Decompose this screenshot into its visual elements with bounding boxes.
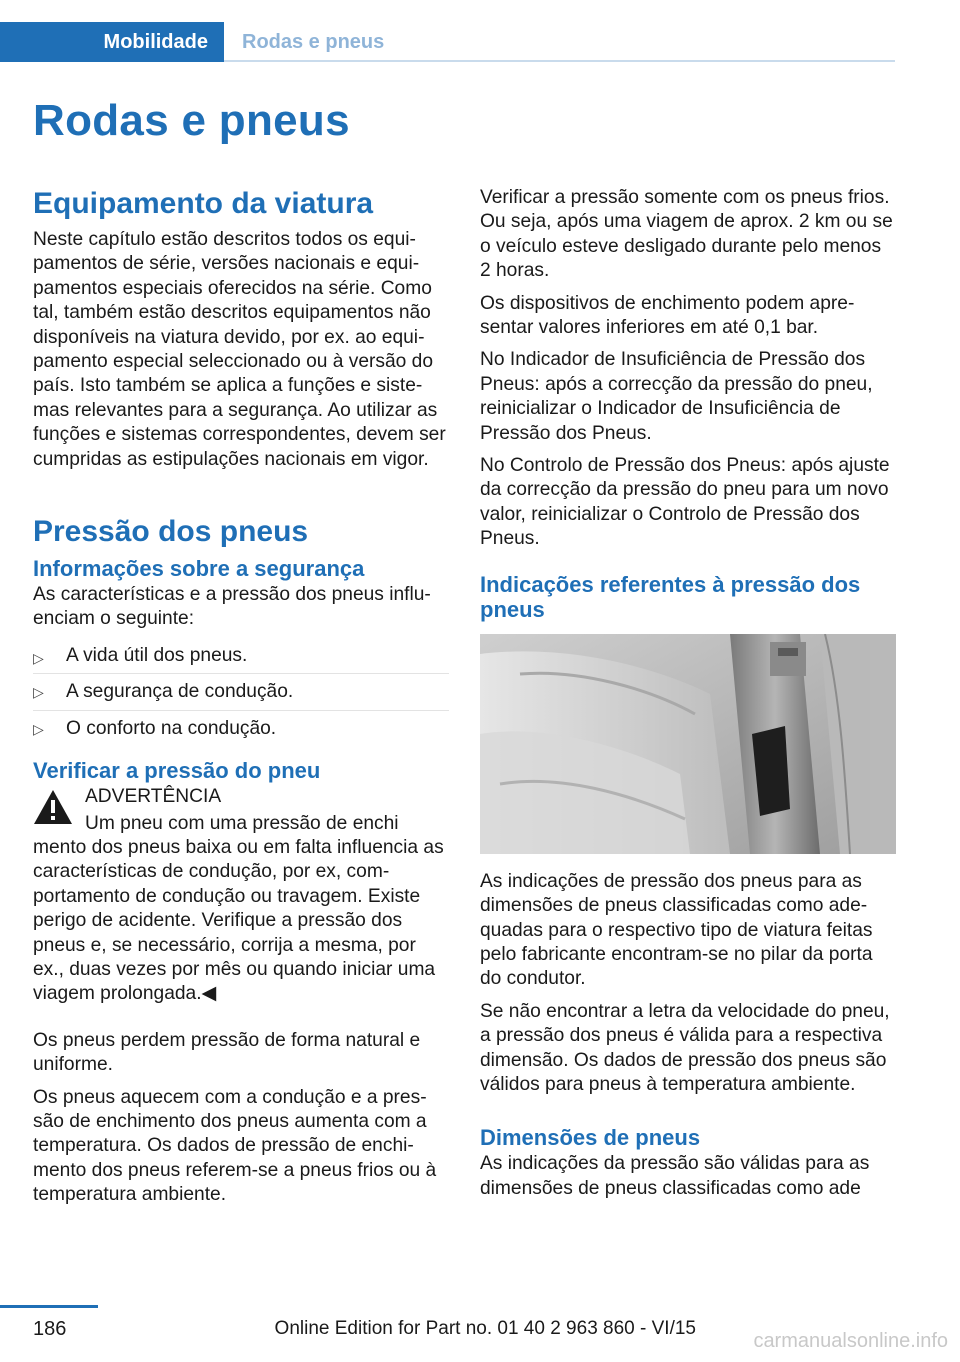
pressure-loss-text: Os pneus perdem pressão de forma natural e uniforme. — [33, 1029, 421, 1076]
warning-label: ADVERTÊNCIA — [85, 786, 222, 808]
right-column — [480, 186, 896, 1209]
header-divider — [224, 60, 895, 62]
dimensions-heading: Dimensões de pneus — [480, 1125, 701, 1151]
header-section-tab: Mobilidade — [0, 22, 224, 62]
list-item: ▷ O conforto na condução. — [33, 710, 449, 746]
triangle-right-icon: ▷ — [33, 684, 44, 701]
header-subsection-tab: Rodas e pneus — [242, 30, 385, 53]
page-header — [0, 0, 960, 62]
control-text: No Controlo de Pressão dos Pneus: após ajuste da correcção da pressão do pneu para um novo valor, reinicializar o Controlo de Pressão dos Pneus. — [480, 455, 890, 550]
footer-accent-line — [0, 1305, 98, 1308]
watermark: carmanualsonline.info — [753, 1330, 948, 1352]
pressure-heat-text: Os pneus aquecem com a condução e a pressão de enchimento dos pneus aumenta com a temperatura. Os dados de pressão de enchimento dos pneus referem-se a pneus frios ou à temperatura ambiente. — [33, 1086, 437, 1206]
door-pillar-photo — [480, 634, 896, 854]
cold-check-text: Verificar a pressão somente com os pneus frios. Ou seja, após uma viagem de aprox. 2 km ou se o veículo esteve desligado durante pelo menos 2 horas. — [480, 187, 893, 282]
pressure-heading: Pressão dos pneus — [33, 515, 309, 549]
indicator-text: No Indicador de Insuficiência de Pressão dos Pneus: após a correcção da pressão do pneu, reinicializar o Indicador de Insuficiência de Pressão dos Pneus. — [480, 349, 873, 444]
safety-heading: Informações sobre a segurança — [33, 556, 365, 582]
dimensions-text: As indicações da pressão são válidas para as dimensões de pneus classificadas como ade — [480, 1153, 870, 1199]
safety-list — [33, 640, 449, 746]
speed-letter-text: Se não encontrar a letra da velocidade do pneu, a pressão dos pneus é válida para a respectiva dimensão. Os dados de pressão dos pneus são válidos para pneus à temperatura ambiente. — [480, 1000, 890, 1095]
warning-block — [33, 785, 449, 1007]
triangle-right-icon: ▷ — [33, 649, 44, 666]
warning-first-line: Um pneu com uma pressão de enchi — [85, 812, 399, 834]
warning-triangle-icon — [33, 789, 73, 825]
safety-intro: As características e a pressão dos pneus influenciam o seguinte: — [33, 584, 431, 630]
check-heading: Verificar a pressão do pneu — [33, 758, 321, 784]
list-item: ▷ A segurança de condução. — [33, 673, 449, 709]
equipment-text: Neste capítulo estão descritos todos os equipamentos de série, versões nacionais e equipamentos especiais oferecidos na série. Como tal, também estão descritos equipamentos não disponíveis na viatura devido, por ex. ao equipamento especial seleccionado ou à versão do país. Isto também se aplica a funções e sistemas relevantes para a segurança. Ao utilizar as funções e sistemas correspondentes, devem ser cumpridas as estipulações nacionais em vigor. — [33, 229, 446, 470]
indications-heading: Indicações referentes à pressão dos pneus — [480, 571, 861, 622]
equipment-heading: Equipamento da viatura — [33, 187, 374, 220]
list-item: ▷ A vida útil dos pneus. — [33, 640, 449, 673]
warning-text: mento dos pneus baixa ou em falta influencia as características de condução, por ex, comportamento de condução ou travagem. Existe perigo de acidente. Verifique a pressão dos pneus e, se necessário, corrija a mesma, por ex., duas vezes por mês ou quando iniciar uma viagem prolongada.◀ — [33, 836, 444, 1005]
devices-text: Os dispositivos de enchimento podem apresentar valores inferiores em até 0,1 bar. — [480, 292, 855, 339]
left-column — [33, 186, 449, 1216]
edition-text: Online Edition for Part no. 01 40 2 963 860 - VI/15 — [274, 1318, 696, 1339]
page-title: Rodas e pneus — [33, 96, 350, 145]
pillar-text: As indicações de pressão dos pneus para as dimensões de pneus classificadas como adequadas para o respectivo tipo de viatura feitas pelo fabricante encontram-se no pilar da porta do condutor. — [480, 870, 873, 990]
page-number: 186 — [33, 1318, 67, 1340]
triangle-right-icon: ▷ — [33, 720, 44, 737]
